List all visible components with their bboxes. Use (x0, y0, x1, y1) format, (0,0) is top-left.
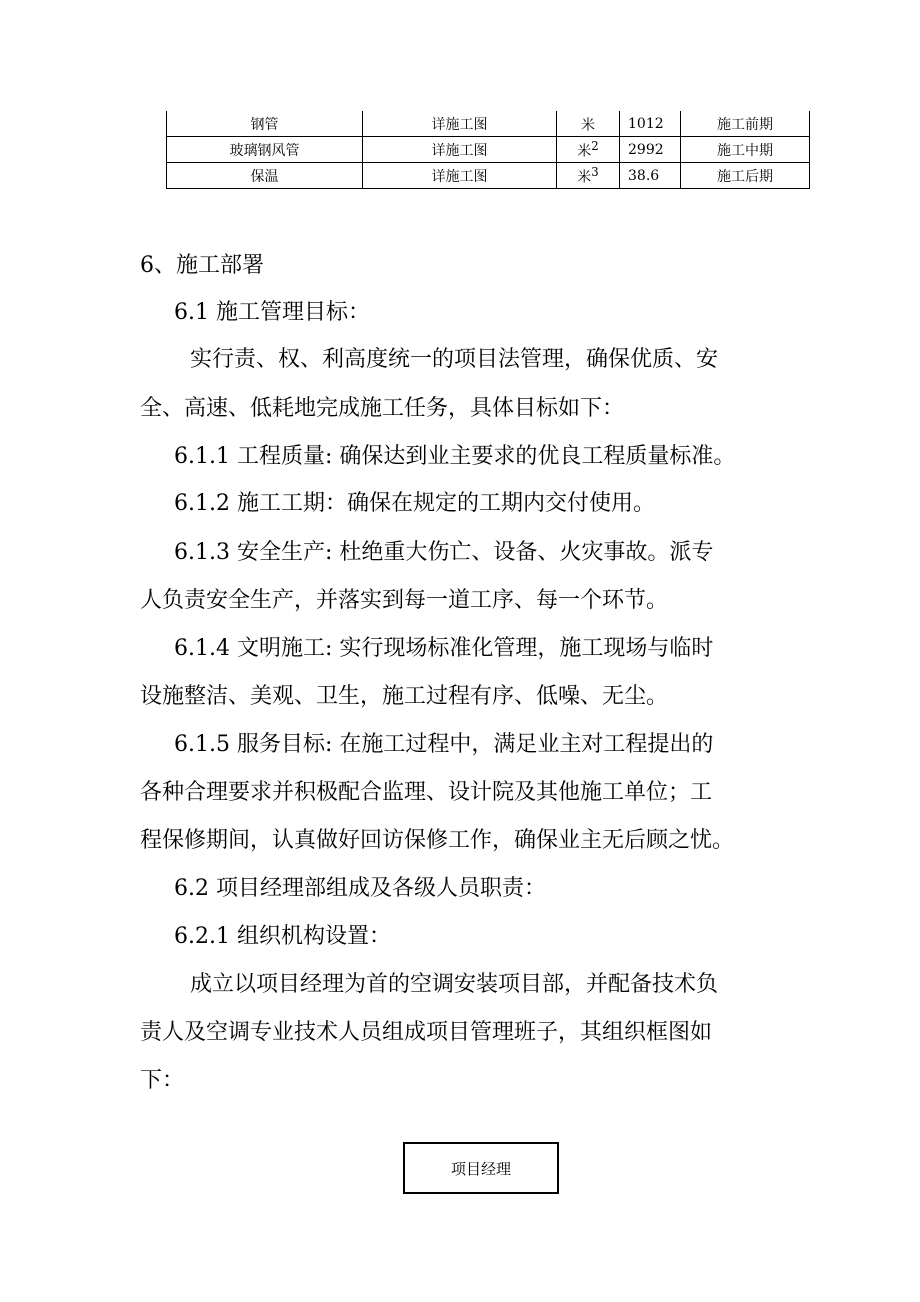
material-table (166, 111, 810, 189)
item-6-1-2: 6.1.2 施工工期：确保在规定的工期内交付使用。 (174, 491, 655, 516)
material-phase: 施工中期 (681, 137, 810, 163)
material-spec: 详施工图 (363, 163, 557, 189)
table-row (167, 137, 810, 163)
material-qty: 1012 (620, 111, 681, 137)
material-unit: 米$^3$ (557, 163, 620, 189)
material-qty: 38.6 (620, 163, 681, 189)
material-spec: 详施工图 (363, 111, 557, 137)
paragraph-line: 责人及空调专业技术人员组成项目管理班子，其组织框图如 (140, 1020, 713, 1045)
section-heading-6-2: 6.2 项目经理部组成及各级人员职责： (174, 876, 546, 901)
paragraph-line: 实行责、权、利高度统一的项目法管理，确保优质、安 (190, 347, 719, 372)
table-row (167, 163, 810, 189)
material-unit: 米$^2$ (557, 137, 620, 163)
section-heading-6-2-1: 6.2.1 组织机构设置： (174, 924, 391, 949)
item-6-1-1: 6.1.1 工程质量: 确保达到业主要求的优良工程质量标准。 (174, 444, 736, 469)
org-chart-box-project-manager: 项目经理 (403, 1142, 559, 1194)
paragraph-line: 各种合理要求并积极配合监理、设计院及其他施工单位；工 (140, 780, 713, 805)
material-unit: 米 (557, 111, 620, 137)
item-6-1-3: 6.1.3 安全生产: 杜绝重大伤亡、设备、火灾事故。派专 (174, 540, 714, 565)
item-6-1-5: 6.1.5 服务目标: 在施工过程中，满足业主对工程提出的 (174, 732, 714, 757)
paragraph-line: 全、高速、低耗地完成施工任务，具体目标如下： (140, 396, 625, 421)
section-heading-6-1: 6.1 施工管理目标： (174, 300, 370, 325)
section-heading-6: 6、施工部署 (140, 253, 264, 278)
material-name: 玻璃钢风管 (167, 137, 363, 163)
material-qty: 2992 (620, 137, 681, 163)
material-phase: 施工前期 (681, 111, 810, 137)
paragraph-line: 程保修期间，认真做好回访保修工作，确保业主无后顾之忧。 (140, 828, 735, 853)
paragraph-line: 成立以项目经理为首的空调安装项目部，并配备技术负 (190, 972, 719, 997)
paragraph-line: 人负责安全生产，并落实到每一道工序、每一个环节。 (140, 588, 669, 613)
material-phase: 施工后期 (681, 163, 810, 189)
paragraph-line: 下： (140, 1068, 185, 1093)
material-name: 保温 (167, 163, 363, 189)
paragraph-line: 设施整洁、美观、卫生，施工过程有序、低噪、无尘。 (140, 684, 669, 709)
table-row (167, 111, 810, 137)
material-spec: 详施工图 (363, 137, 557, 163)
material-name: 钢管 (167, 111, 363, 137)
item-6-1-4: 6.1.4 文明施工: 实行现场标准化管理，施工现场与临时 (174, 636, 714, 661)
